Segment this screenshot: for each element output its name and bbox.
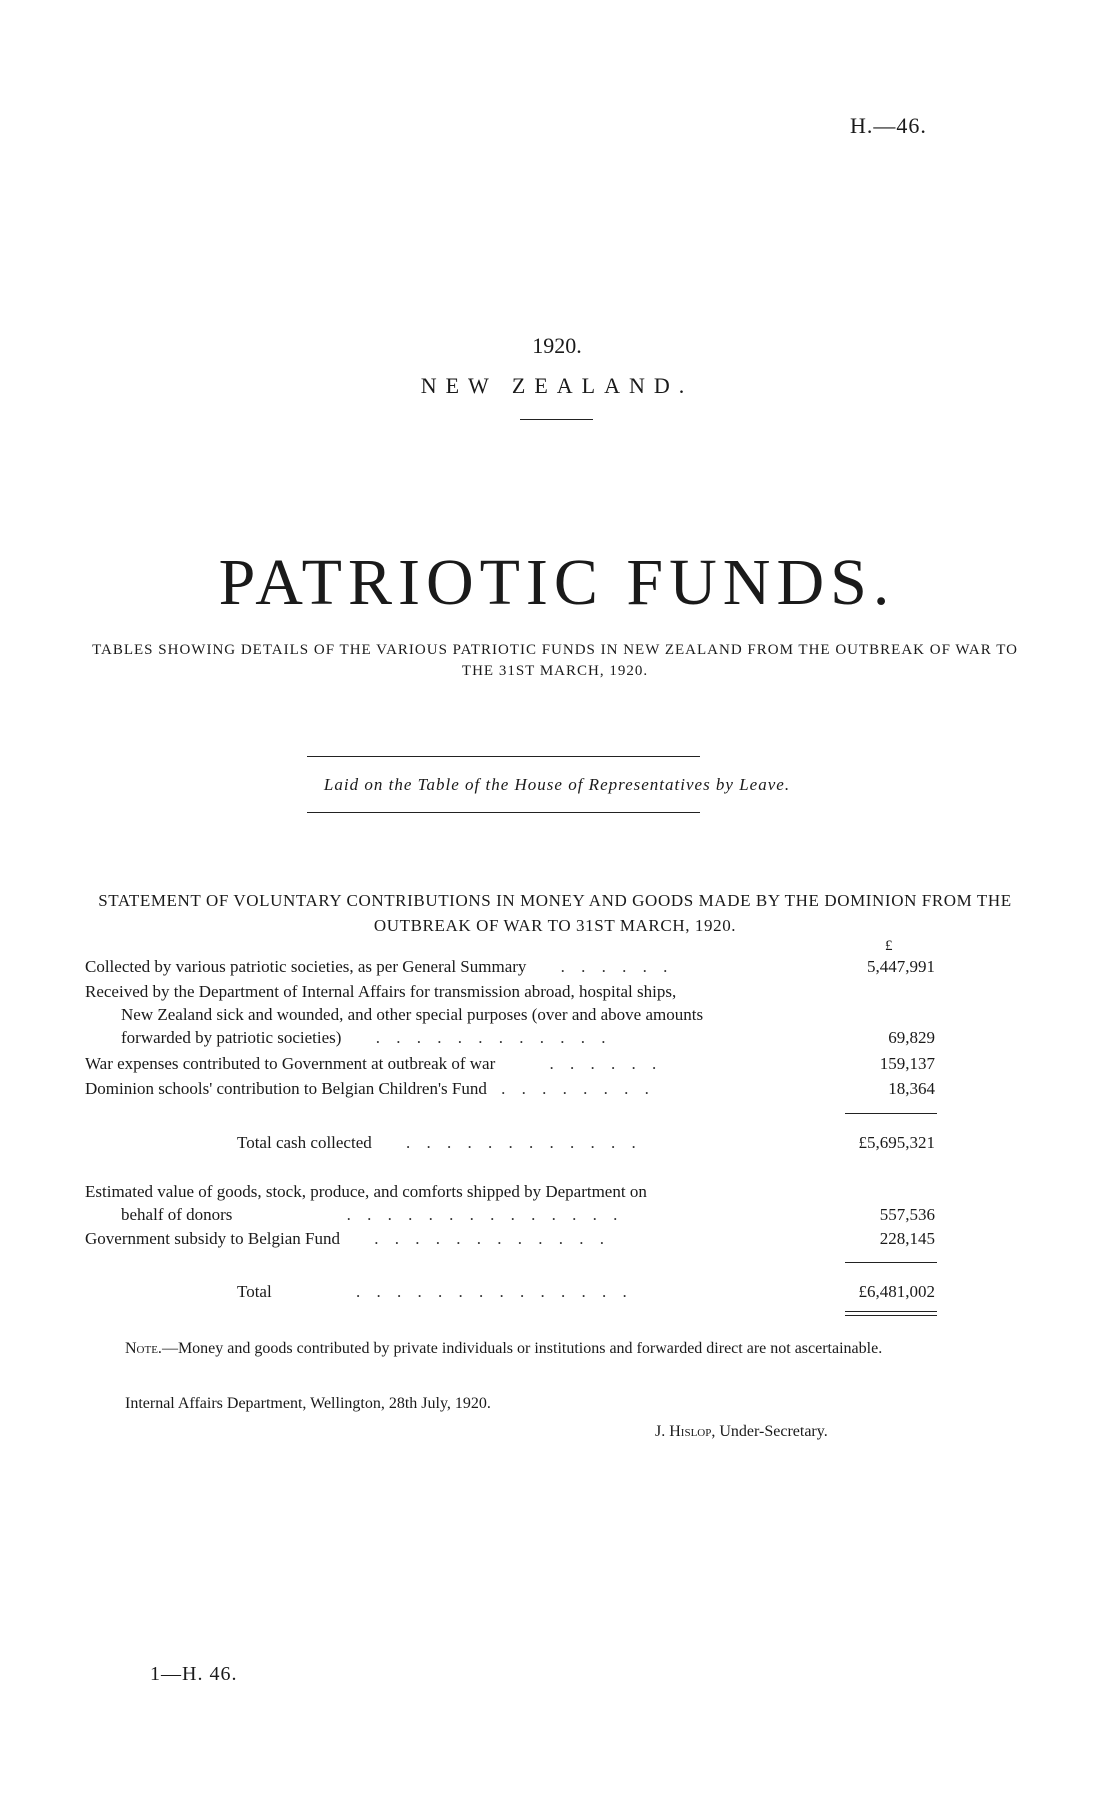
document-year: 1920. [532, 333, 582, 358]
double-rule-bottom [845, 1315, 937, 1316]
signature-initial: J. [655, 1423, 666, 1440]
row-amount: 5,447,991 [867, 957, 935, 976]
note-prefix: Note. [125, 1340, 162, 1357]
row-amount: 69,829 [888, 1028, 935, 1047]
dot-leader: . . . . . . . . . . . . [406, 1133, 642, 1152]
table-row [85, 955, 935, 978]
document-reference: H.—46. [850, 113, 927, 138]
table-row [85, 980, 935, 1049]
row-amount: 18,364 [888, 1079, 935, 1098]
signature-title: , Under-Secretary. [711, 1423, 828, 1440]
subtitle: TABLES SHOWING DETAILS OF THE VARIOUS PATRIOTIC FUNDS IN NEW ZEALAND FROM THE OUTBREAK OF WAR TO THE 31ST MARCH, 1920. [92, 642, 1018, 679]
signature-name: Hislop [669, 1423, 712, 1440]
footnote [85, 1338, 935, 1360]
row-label-line: behalf of donors [121, 1205, 233, 1224]
total-row [85, 1280, 935, 1303]
table-row [85, 1052, 935, 1075]
page-footer: 1—H. 46. [150, 1663, 238, 1685]
department-line: Internal Affairs Department, Wellington, 28th July, 1920. [125, 1395, 491, 1412]
sum-rule [845, 1113, 937, 1114]
subtotal-row [85, 1131, 935, 1154]
statement-heading: STATEMENT OF VOLUNTARY CONTRIBUTIONS IN MONEY AND GOODS MADE BY THE DOMINION FROM THE OUTBREAK OF WAR TO 31ST MARCH, 1920. [98, 891, 1012, 935]
subtotal-amount: £5,695,321 [858, 1133, 935, 1152]
row-label: Government subsidy to Belgian Fund [85, 1229, 340, 1248]
dot-leader: . . . . . . . . . . . . [375, 1028, 612, 1047]
dot-leader: . . . . . . . . . . . . . . [355, 1282, 633, 1301]
table-row [85, 1180, 935, 1226]
dot-leader: . . . . . . [560, 957, 674, 976]
divider [307, 812, 700, 813]
table-row [85, 1227, 935, 1250]
country-heading: NEW ZEALAND. [420, 373, 694, 398]
currency-symbol: £ [885, 938, 893, 954]
divider [520, 419, 593, 420]
row-label-line: New Zealand sick and wounded, and other special purposes (over and above amounts [121, 1005, 704, 1024]
divider [307, 756, 700, 757]
row-label: War expenses contributed to Government at outbreak of war [85, 1054, 496, 1073]
row-amount: 228,145 [879, 1229, 935, 1248]
total-label: Total [237, 1282, 272, 1301]
laid-on-table-note: Laid on the Table of the House of Representatives by Leave. [323, 775, 791, 794]
row-amount: 557,536 [879, 1205, 935, 1224]
dot-leader: . . . . . . . . . . . . [374, 1229, 610, 1248]
total-amount: £6,481,002 [858, 1282, 935, 1301]
signature [655, 1423, 828, 1441]
row-label: Dominion schools' contribution to Belgian Children's Fund [85, 1079, 487, 1098]
dot-leader: . . . . . . . . [501, 1079, 655, 1098]
row-label: Collected by various patriotic societies, as per General Summary [85, 957, 527, 976]
row-label-line: Estimated value of goods, stock, produce, and comforts shipped by Department on [85, 1182, 647, 1201]
double-rule-top [845, 1311, 937, 1312]
row-label-line: Received by the Department of Internal Affairs for transmission abroad, hospital ships, [85, 982, 677, 1001]
dot-leader: . . . . . . [549, 1054, 663, 1073]
sum-rule [845, 1262, 937, 1263]
table-row [85, 1077, 935, 1100]
row-label-line: forwarded by patriotic societies) [121, 1028, 342, 1047]
note-text: —Money and goods contributed by private individuals or institutions and forwarded direct are not ascertainable. [161, 1340, 883, 1357]
page-title: PATRIOTIC FUNDS. [218, 546, 896, 619]
row-amount: 159,137 [879, 1054, 935, 1073]
subtotal-label: Total cash collected [237, 1133, 372, 1152]
dot-leader: . . . . . . . . . . . . . . [346, 1205, 624, 1224]
